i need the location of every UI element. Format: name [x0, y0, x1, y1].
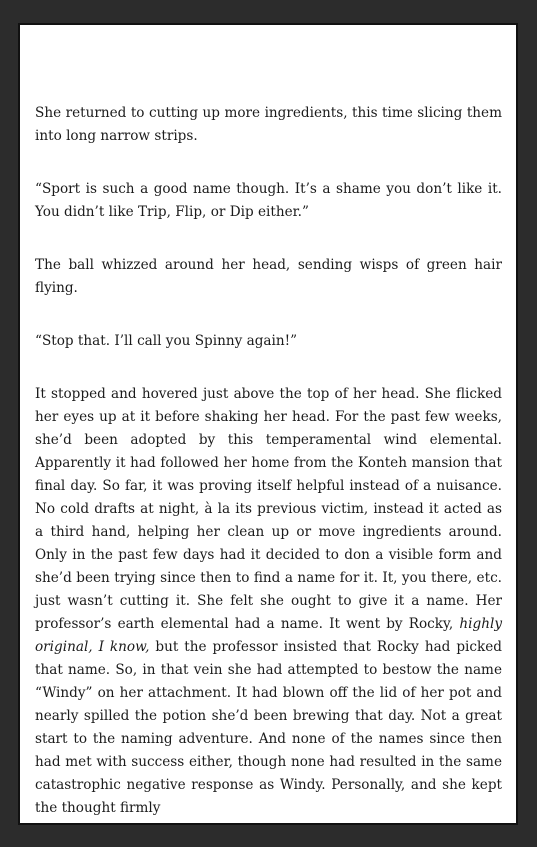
paragraph-5-text-b: but the professor insisted that Rocky had picked that name. So, in that vein she had attempted to bestow the name “Windy” on her attachment. It had blown off the lid of her pot and nearly spilled the potion she’d been brewing that day. Not a great start to the naming adventure. And none of the names since then had met with success either, though none had resulted in the same catastrophic negative response as Windy. Personally, and she kept the thought firmly: [35, 639, 502, 816]
paragraph-5: [35, 383, 502, 820]
paragraph-3: The ball whizzed around her head, sending wisps of green hair flying.: [35, 257, 502, 296]
page-text: [35, 102, 502, 820]
ebook-page: [18, 23, 518, 825]
paragraph-2: “Sport is such a good name though. It’s a shame you don’t like it. You didn’t like Trip, Flip, or Dip either.”: [35, 181, 502, 220]
paragraph-4: “Stop that. I’ll call you Spinny again!”: [35, 333, 298, 349]
paragraph-5-text-a: It stopped and hovered just above the top of her head. She flicked her eyes up at it before shaking her head. For the past few weeks, she’d been adopted by this temperamental wind elemental. Apparently it had followed her home from the Konteh mansion that final day. So far, it was proving itself helpful instead of a nuisance. No cold drafts at night, à la its previous victim, instead it acted as a third hand, helping her clean up or move ingredients around. Only in the past few days had it decided to don a visible form and she’d been trying since then to find a name for it. It, you there, etc. just wasn’t cutting it. She felt she ought to give it a name. Her professor’s earth elemental had a name. It went by Rocky,: [35, 386, 502, 632]
paragraph-1: She returned to cutting up more ingredients, this time slicing them into long narrow strips.: [35, 105, 502, 144]
paragraph-5-italic-aside: highly original, I know,: [35, 616, 502, 655]
